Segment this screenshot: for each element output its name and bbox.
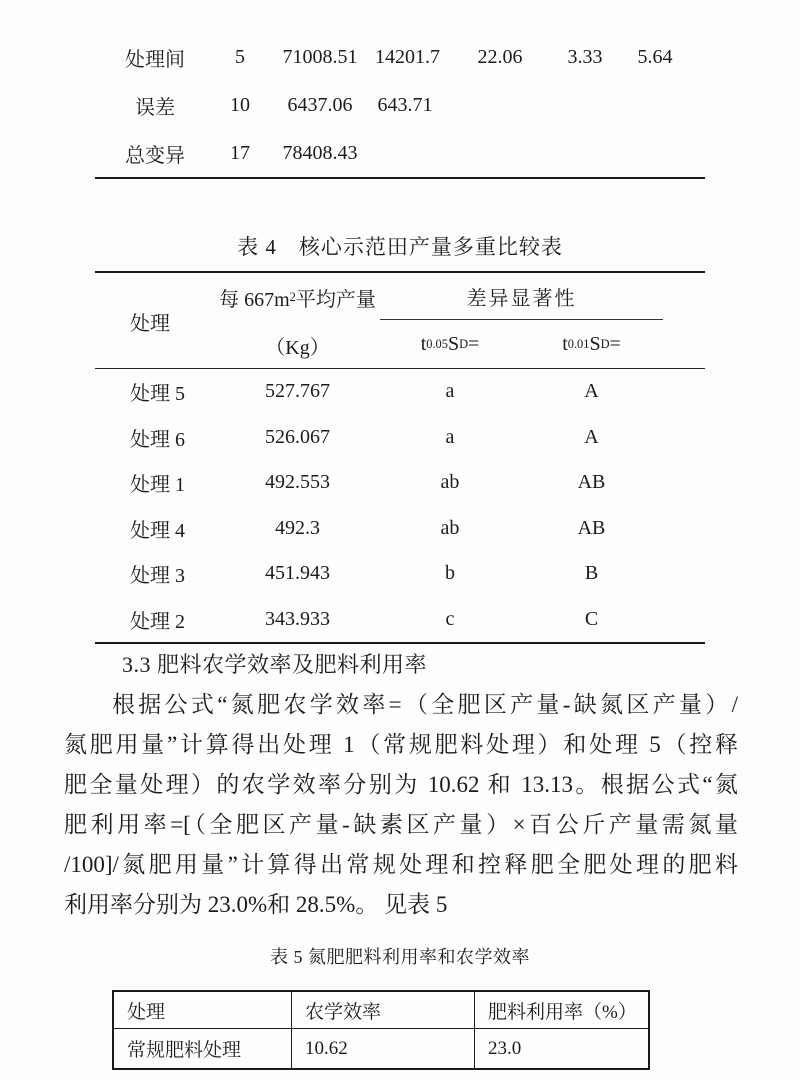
subscript-001: 0.01 [567,336,590,351]
sig05-cell: ab [440,471,460,494]
table5-caption: 表 5 氮肥肥料利用率和农学效率 [270,947,530,967]
sig01-cell: B [584,562,599,585]
table-row [95,506,705,552]
anova-df-value: 5 [235,45,245,68]
sig05-cell: b [445,562,455,585]
anova-df-value: 17 [230,141,250,164]
anova-ss-value: 71008.51 [282,45,358,68]
anova-row-total [95,129,705,177]
table5 [112,990,650,1070]
anova-f-value: 22.06 [477,45,523,68]
agronomic-efficiency-cell: 10.62 [292,1029,475,1068]
yield-cell: 343.933 [265,607,330,630]
table5-header-fertilizer-use-rate: 肥料利用率（%） [488,1001,637,1023]
anova-source-label: 总变异 [125,144,185,167]
sig01-cell: AB [577,471,606,494]
table4-header-t001: t 0.01 S D = [562,332,621,355]
paragraph-line: 氮肥用量”计算得出处理 1（常规肥料处理）和处理 5（控释 [64,732,738,757]
table4-header-yield-unit: （Kg） [265,336,330,359]
anova-df-value: 10 [230,93,250,116]
anova-source-label: 误差 [135,96,175,119]
paragraph-line: 肥全量处理）的农学效率分别为 10.62 和 13.13。根据公式“氮 [64,772,738,797]
anova-row-treatments [95,33,705,81]
superscript-2: 2 [289,289,296,304]
anova-ss-value: 78408.43 [282,141,358,164]
yield-cell: 492.3 [275,516,320,539]
table-row [114,1029,648,1068]
sig01-cell: AB [577,516,606,539]
table-row [95,369,705,415]
table-row [95,415,705,461]
subscript-005: 0.05 [426,336,448,351]
table4-header-yield [215,273,380,369]
subscript-D: D [459,336,469,351]
treatment-cell: 常规肥料处理 [114,1029,292,1068]
anova-f05-value: 3.33 [567,45,603,68]
paragraph-line: 肥利用率=[（全肥区产量-缺素区产量）×百公斤产量需氮量 [64,812,738,837]
table5-header-row [114,992,648,1029]
treatment-cell: 处理 3 [130,565,185,588]
treatment-cell: 处理 4 [130,519,185,542]
sig05-cell: a [445,380,455,403]
yield-cell: 492.553 [265,471,330,494]
subscript-D: D [600,336,610,351]
paragraph-line: 根据公式“氮肥农学效率=（全肥区产量-缺氮区产量）/ [112,692,738,717]
sig01-cell: C [584,607,599,630]
sig01-cell: A [584,425,599,448]
anova-ms-value: 14201.7 [375,45,440,68]
anova-ss-value: 6437.06 [287,93,353,116]
anova-table-fragment [95,33,705,179]
table4-body [95,369,705,642]
treatment-cell: 处理 6 [130,428,185,451]
sig05-cell: ab [440,516,460,539]
table-row [95,597,705,643]
treatment-cell: 处理 1 [130,474,185,497]
treatment-cell: 处理 2 [130,610,185,633]
table4-header-significance [380,273,663,369]
sig05-cell: a [445,425,455,448]
table4-header-significance-sublabels [380,320,663,368]
table4-header-significance-label: 差异显著性 [380,273,663,320]
yield-cell: 451.943 [265,562,330,585]
table-row [95,551,705,597]
anova-row-error [95,81,705,129]
table5-header-agronomic-efficiency: 农学效率 [292,992,475,1028]
table-row [95,460,705,506]
table5-header-treatment: 处理 [114,992,292,1028]
table4-caption: 表 4 核心示范田产量多重比较表 [237,235,563,259]
paragraph-line: /100]/氮肥用量”计算得出常规处理和控释肥全肥处理的肥料 [64,852,738,877]
section-heading: 3.3 肥料农学效率及肥料利用率 [122,652,428,677]
anova-ms-value: 643.71 [377,93,433,116]
sig01-cell: A [584,380,599,403]
table4-header-t005: t 0.05 S D = [420,332,480,355]
body-paragraph [64,685,738,925]
anova-source-label: 处理间 [125,48,185,71]
treatment-cell: 处理 5 [130,383,185,406]
sig05-cell: c [445,607,455,630]
table4-header [95,273,705,369]
table4-header-treatment: 处理 [130,312,170,335]
yield-cell: 527.767 [265,380,330,403]
table4 [95,271,705,644]
anova-f01-value: 5.64 [637,45,673,68]
table4-header-yield-line1: 每 667m 2 平均产量 [219,288,376,311]
paragraph-line: 利用率分别为 23.0%和 28.5%。 见表 5 [64,892,448,917]
fertilizer-use-rate-cell: 23.0 [488,1037,522,1059]
yield-cell: 526.067 [265,425,330,448]
